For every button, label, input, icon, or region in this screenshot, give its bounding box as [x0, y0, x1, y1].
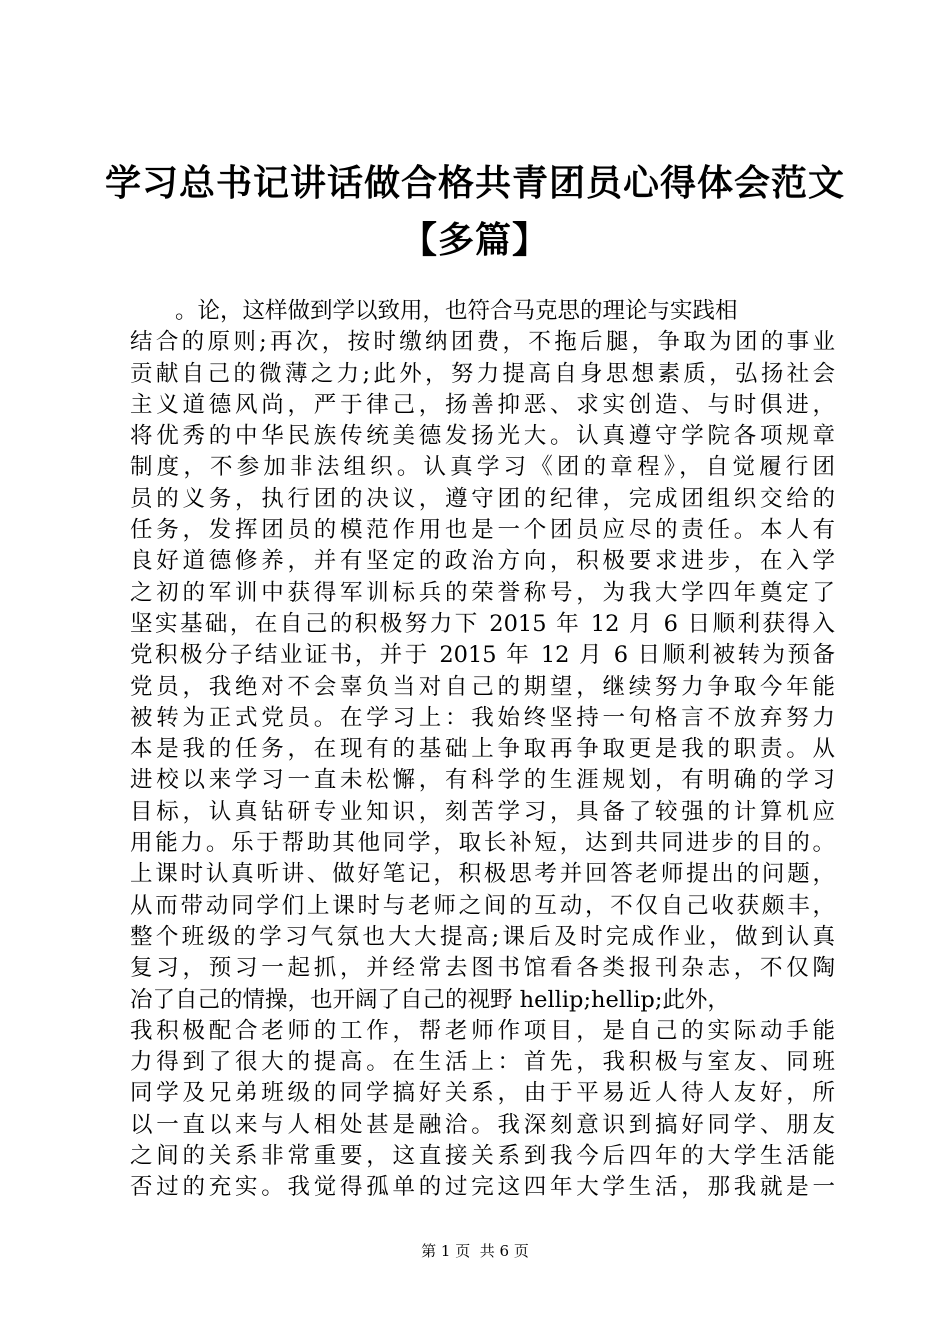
- body-line: 用能力。乐于帮助其他同学，取长补短，达到共同进步的目的。: [130, 830, 835, 857]
- body-line: 主义道德风尚，严于律己，扬善抑恶、求实创造、与时俱进，: [130, 391, 835, 418]
- body-line: 之初的军训中获得军训标兵的荣誉称号，为我大学四年奠定了: [130, 579, 835, 606]
- body-line: 冶了自己的情操，也开阔了自己的视野 hellip;hellip;此外，: [130, 986, 730, 1013]
- body-line: 良好道德修养，并有坚定的政治方向，积极要求进步，在入学: [130, 548, 835, 575]
- body-line: 从而带动同学们上课时与老师之间的互动，不仅自己收获颇丰，: [130, 892, 835, 919]
- body-line: 坚实基础，在自己的积极努力下 2015 年 12 月 6 日顺利获得入: [130, 610, 835, 637]
- body-line: 党员，我绝对不会辜负当对自己的期望，继续努力争取今年能: [130, 673, 835, 700]
- body-line: 同学及兄弟班级的同学搞好关系，由于平易近人待人友好，所: [130, 1080, 835, 1107]
- body-line: 贡献自己的微薄之力;此外，努力提高自身思想素质，弘扬社会: [130, 360, 835, 387]
- body-line: 整个班级的学习气氛也大大提高;课后及时完成作业，做到认真: [130, 923, 835, 950]
- body-line: 目标，认真钻研专业知识，刻苦学习，具备了较强的计算机应: [130, 798, 835, 825]
- body-line: 我积极配合老师的工作，帮老师作项目，是自己的实际动手能: [130, 1017, 835, 1044]
- body-line: 之间的关系非常重要，这直接关系到我今后四年的大学生活能: [130, 1143, 835, 1170]
- body-line: 党积极分子结业证书，并于 2015 年 12 月 6 日顺利被转为预备: [130, 642, 835, 669]
- body-line: 结合的原则;再次，按时缴纳团费，不拖后腿，争取为团的事业: [130, 329, 835, 356]
- body-line: 上课时认真听讲、做好笔记，积极思考并回答老师提出的问题，: [130, 861, 835, 888]
- body-line: 将优秀的中华民族传统美德发扬光大。认真遵守学院各项规章: [130, 423, 835, 450]
- body-line: 以一直以来与人相处甚是融洽。我深刻意识到搞好同学、朋友: [130, 1111, 835, 1138]
- body-line: 。论，这样做到学以致用，也符合马克思的理论与实践相: [130, 298, 738, 324]
- body-line: 本是我的任务，在现有的基础上争取再争取更是我的职责。从: [130, 736, 835, 763]
- body-line: 任务，发挥团员的模范作用也是一个团员应尽的责任。本人有: [130, 517, 835, 544]
- document-title-line-2: 【多篇】: [400, 219, 549, 261]
- body-line: 员的义务，执行团的决议，遵守团的纪律，完成团组织交给的: [130, 485, 835, 512]
- body-text: [130, 296, 835, 1204]
- body-line: 制度，不参加非法组织。认真学习《团的章程》，自觉履行团: [130, 454, 835, 481]
- page-number-footer: 第 1 页 共 6 页: [421, 1242, 529, 1260]
- body-line: 复习，预习一起抓，并经常去图书馆看各类报刊杂志，不仅陶: [130, 955, 835, 982]
- body-line: 进校以来学习一直未松懈，有科学的生涯规划，有明确的学习: [130, 767, 835, 794]
- body-line: 力得到了很大的提高。在生活上：首先，我积极与室友、同班: [130, 1049, 835, 1076]
- document-title-line-1: 学习总书记讲话做合格共青团员心得体会范文: [104, 162, 845, 204]
- body-line: 被转为正式党员。在学习上：我始终坚持一句格言不放弃努力: [130, 704, 835, 731]
- body-line: 否过的充实。我觉得孤单的过完这四年大学生活，那我就是一: [130, 1174, 835, 1201]
